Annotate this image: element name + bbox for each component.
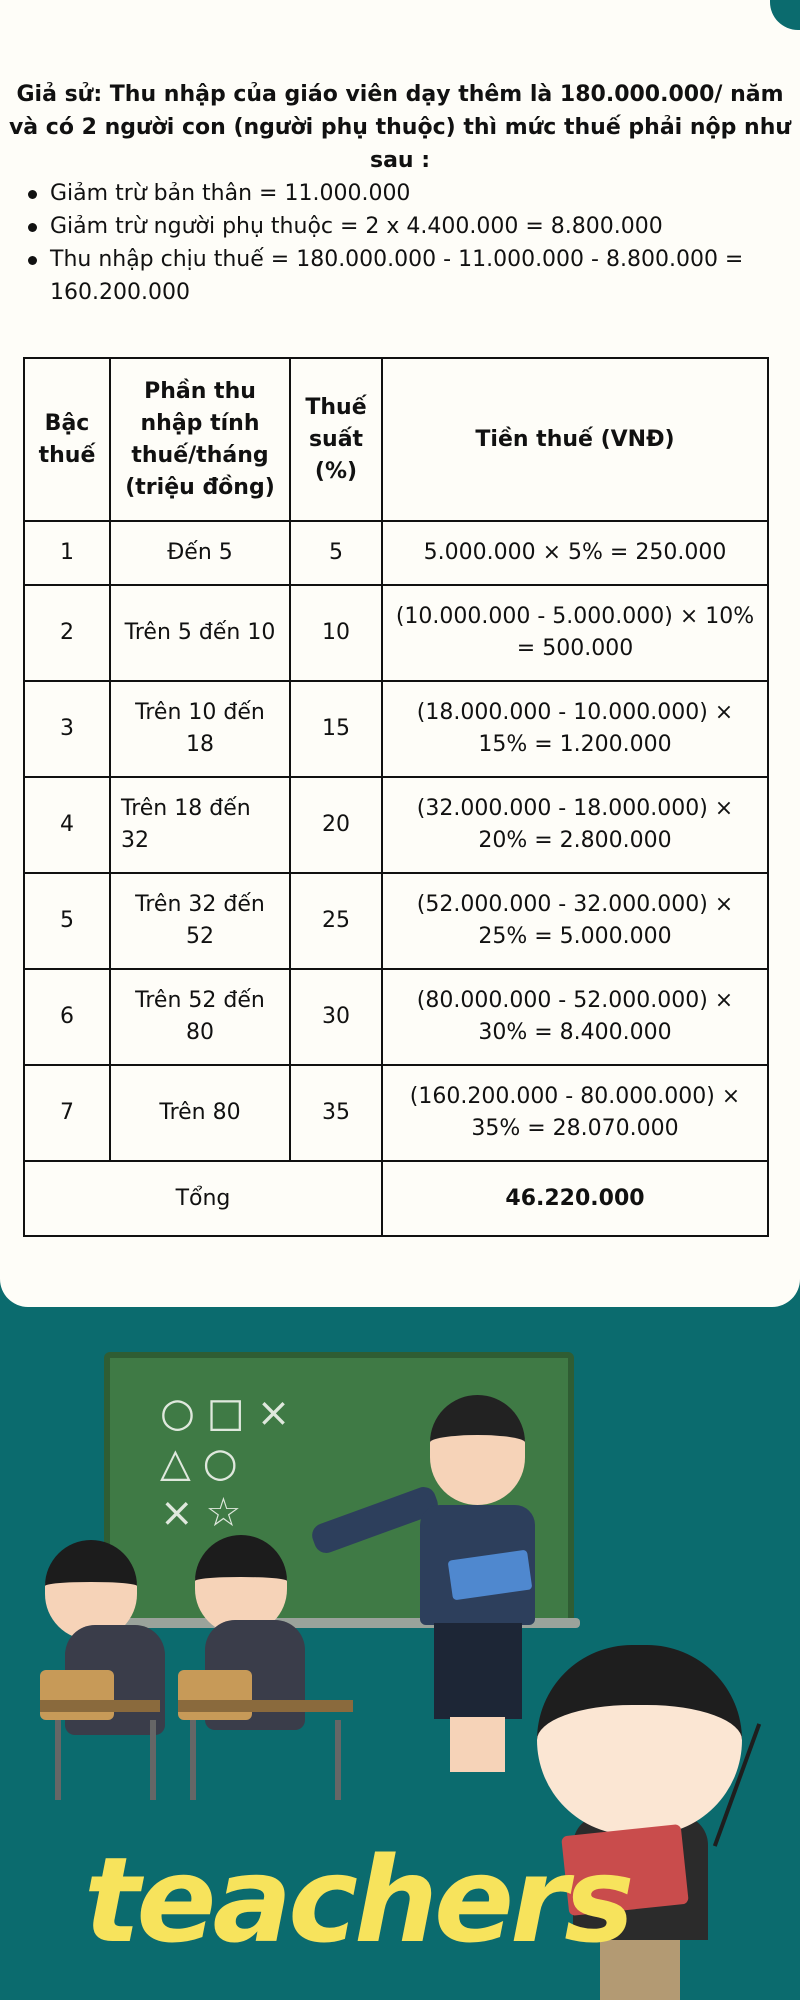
cell-level: 6 <box>24 969 110 1065</box>
desk-leg <box>55 1720 61 1800</box>
chair-icon <box>178 1670 252 1720</box>
table-row <box>24 681 768 777</box>
total-label: Tổng <box>24 1161 382 1236</box>
header-tax-amount: Tiền thuế (VNĐ) <box>382 358 768 521</box>
cell-level: 7 <box>24 1065 110 1161</box>
cell-rate: 5 <box>290 521 382 585</box>
header-level: Bậc thuế <box>24 358 110 521</box>
cell-level: 3 <box>24 681 110 777</box>
cell-amount: (18.000.000 - 10.000.000) × 15% = 1.200.000 <box>382 681 768 777</box>
table-total-row <box>24 1161 768 1236</box>
header-tax-rate: Thuế suất (%) <box>290 358 382 521</box>
cell-bracket: Trên 18 đến 32 <box>110 777 290 873</box>
cell-rate: 20 <box>290 777 382 873</box>
list-item: Thu nhập chịu thuế = 180.000.000 - 11.000.000 - 8.800.000 = 160.200.000 <box>26 243 786 309</box>
teacher-skirt <box>434 1623 522 1719</box>
mascot-head <box>537 1645 742 1835</box>
list-item: Giảm trừ bản thân = 11.000.000 <box>26 177 786 210</box>
cell-rate: 15 <box>290 681 382 777</box>
table-row <box>24 777 768 873</box>
teacher-head <box>430 1395 525 1505</box>
cell-rate: 30 <box>290 969 382 1065</box>
teachers-logo-text: teachers <box>84 1831 631 1969</box>
cell-bracket: Trên 5 đến 10 <box>110 585 290 681</box>
cell-amount: (160.200.000 - 80.000.000) × 35% = 28.070.000 <box>382 1065 768 1161</box>
cell-rate: 10 <box>290 585 382 681</box>
table-row <box>24 969 768 1065</box>
list-item: Giảm trừ người phụ thuộc = 2 x 4.400.000 = 8.800.000 <box>26 210 786 243</box>
desk-leg <box>190 1720 196 1800</box>
deduction-list <box>26 177 786 309</box>
teacher-legs <box>450 1717 505 1772</box>
cell-level: 5 <box>24 873 110 969</box>
table-row <box>24 585 768 681</box>
total-value: 46.220.000 <box>382 1161 768 1236</box>
cell-level: 1 <box>24 521 110 585</box>
cell-level: 4 <box>24 777 110 873</box>
cell-amount: (52.000.000 - 32.000.000) × 25% = 5.000.000 <box>382 873 768 969</box>
board-symbols: ○□× △○ ×☆ <box>160 1390 303 1536</box>
cell-level: 2 <box>24 585 110 681</box>
desk-icon <box>178 1700 353 1712</box>
desk-leg <box>150 1720 156 1800</box>
cell-rate: 25 <box>290 873 382 969</box>
cell-amount: 5.000.000 × 5% = 250.000 <box>382 521 768 585</box>
table-row <box>24 521 768 585</box>
table-header-row <box>24 358 768 521</box>
desk-leg <box>335 1720 341 1800</box>
cell-amount: (80.000.000 - 52.000.000) × 30% = 8.400.000 <box>382 969 768 1065</box>
cell-bracket: Trên 52 đến 80 <box>110 969 290 1065</box>
intro-text: Giả sử: Thu nhập của giáo viên dạy thêm là 180.000.000/ năm và có 2 người con (người phụ thuộc) thì mức thuế phải nộp như sau : <box>8 82 792 173</box>
teacher-illustration <box>420 1395 540 1785</box>
cell-bracket: Trên 80 <box>110 1065 290 1161</box>
cell-bracket: Đến 5 <box>110 521 290 585</box>
desk-icon <box>40 1700 160 1712</box>
cell-amount: (10.000.000 - 5.000.000) × 10% = 500.000 <box>382 585 768 681</box>
tax-table <box>23 357 769 1237</box>
table-row <box>24 873 768 969</box>
table-row <box>24 1065 768 1161</box>
cell-amount: (32.000.000 - 18.000.000) × 20% = 2.800.000 <box>382 777 768 873</box>
cell-rate: 35 <box>290 1065 382 1161</box>
cell-bracket: Trên 32 đến 52 <box>110 873 290 969</box>
cell-bracket: Trên 10 đến 18 <box>110 681 290 777</box>
chair-icon <box>40 1670 114 1720</box>
header-income-bracket: Phần thu nhập tính thuế/tháng (triệu đồng) <box>110 358 290 521</box>
